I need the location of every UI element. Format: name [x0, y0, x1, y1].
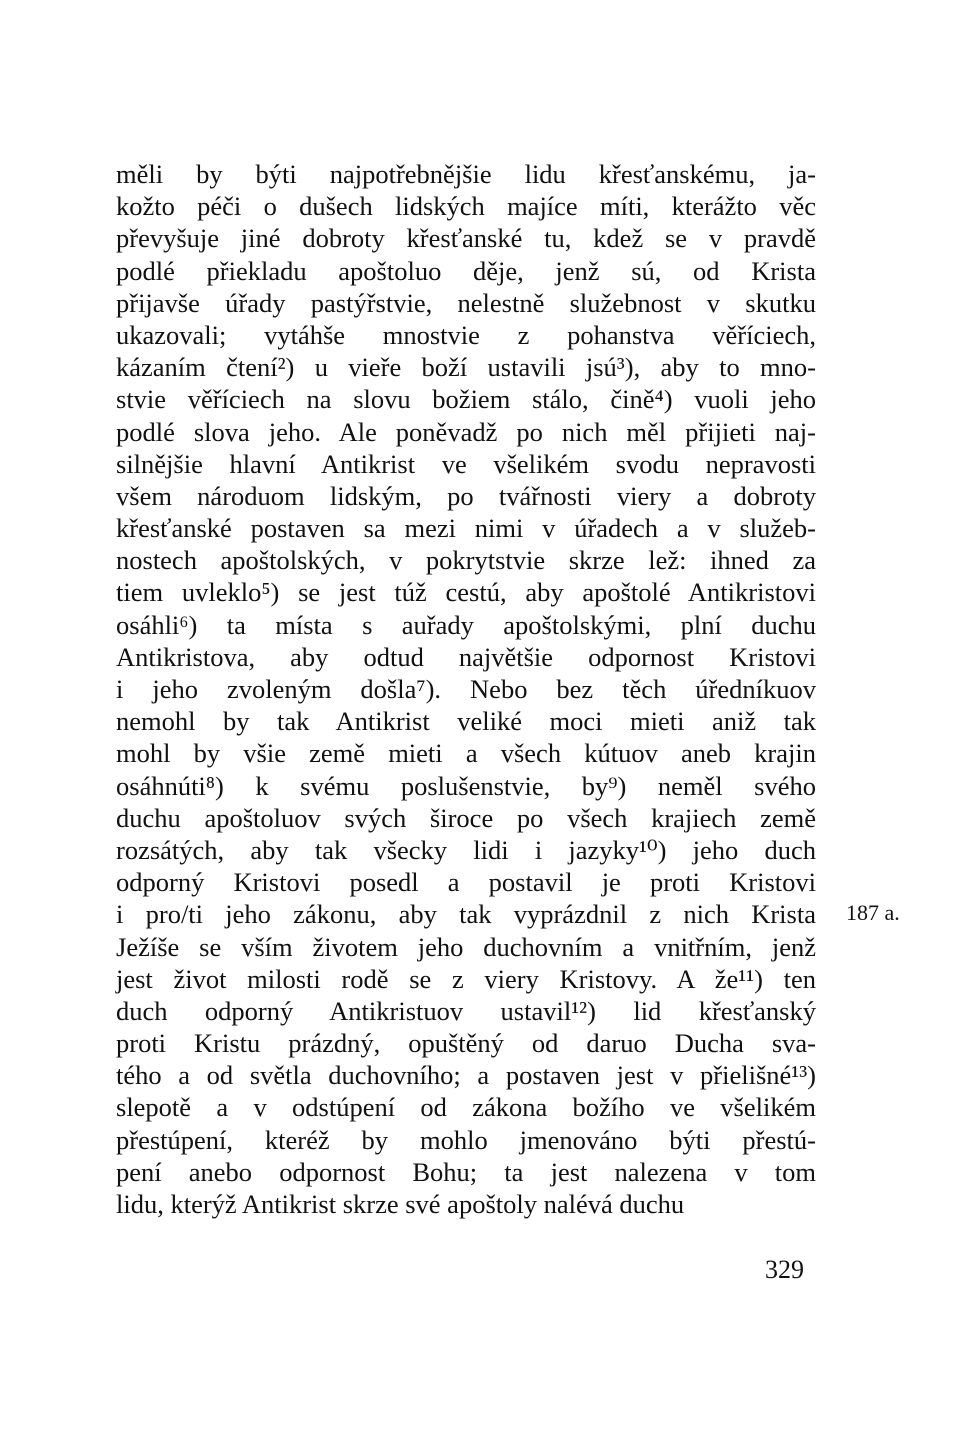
text-line: osáhli⁶) ta místa s auřady apoštolskými, plní duchu [116, 609, 816, 640]
text-line: i jeho zvoleným došla⁷). Nebo bez těch úředníkuov [116, 674, 816, 704]
text-line: tého a od světla duchovního; a postaven jest v přielišné¹³) [116, 1060, 816, 1091]
text-line: proti Kristu prázdný, opuštěný od daruo Ducha sva- [116, 1028, 816, 1059]
text-line: nostech apoštolských, v pokrytstvie skrze lež: ihned za [116, 545, 816, 576]
text-line: nemohl by tak Antikrist veliké moci mieti aniž tak [116, 706, 816, 737]
text-line: přestúpení, kteréž by mohlo jmenováno býti přestú- [116, 1124, 816, 1155]
text-line: všem národuom lidským, po tvářnosti viery a dobroty [116, 480, 816, 511]
text-line: měli by býti najpotřebnějšie lidu křesťanskému, ja- [116, 159, 816, 189]
text-line: podlé přiekladu apoštoluo děje, jenž sú, od Krista [116, 255, 816, 286]
text-line: slepotě a v odstúpení od zákona božího ve všelikém [116, 1092, 816, 1123]
text-line: tiem uvleklo⁵) se jest túž cestú, aby apoštolé Antikristovi [116, 577, 816, 608]
text-line: pení anebo odpornost Bohu; ta jest nalezena v tom [116, 1156, 816, 1187]
margin-folio-note: 187 a. [846, 900, 900, 925]
text-line: křesťanské postaven sa mezi nimi v úřadech a v služeb- [116, 513, 816, 544]
text-line: kázaním čtení²) u vieře boží ustavili jsú³), aby to mno- [116, 352, 816, 383]
text-line: odporný Kristovi posedl a postavil je proti Kristovi [116, 867, 816, 898]
text-line: i pro/ti jeho zákonu, aby tak vyprázdnil z nich Krista [116, 899, 816, 930]
text-line: Ježíše se vším životem jeho duchovním a vnitřním, jenž [116, 931, 816, 962]
page-number: 329 [765, 1255, 804, 1284]
text-line: ukazovali; vytáhše mnostvie z pohanstva věříciech, [116, 319, 816, 350]
text-line: přijavše úřady pastýřstvie, nelestně služebnost v skutku [116, 287, 816, 318]
text-line: mohl by všie země mieti a všech kútuov aneb krajin [116, 738, 816, 769]
text-line: převyšuje jiné dobroty křesťanské tu, kdež se v pravdě [116, 223, 816, 254]
text-line: lidu, kterýž Antikrist skrze své apoštoly nalévá duchu [116, 1189, 685, 1219]
text-line: podlé slova jeho. Ale poněvadž po nich měl přijieti naj- [116, 416, 816, 447]
text-line: duchu apoštoluov svých široce po všech krajiech země [116, 802, 816, 833]
text-line: duch odporný Antikristuov ustavil¹²) lid křesťanský [116, 995, 816, 1026]
body-text [116, 158, 816, 1220]
text-line: rozsátých, aby tak všecky lidi i jazyky¹⁰) jeho duch [116, 834, 816, 865]
text-line: kožto péči o dušech lidských majíce míti, kterážto věc [116, 191, 816, 222]
text-line: stvie věříciech na slovu božiem stálo, čině⁴) vuoli jeho [116, 384, 816, 415]
text-line: silnějšie hlavní Antikrist ve všelikém svodu nepravosti [116, 448, 816, 479]
text-line: Antikristova, aby odtud najvětšie odpornost Kristovi [116, 641, 816, 672]
text-line: jest život milosti rodě se z viery Kristovy. A že¹¹) ten [116, 963, 816, 994]
text-line: osáhnúti⁸) k svému poslušenstvie, by⁹) neměl svého [116, 770, 816, 801]
